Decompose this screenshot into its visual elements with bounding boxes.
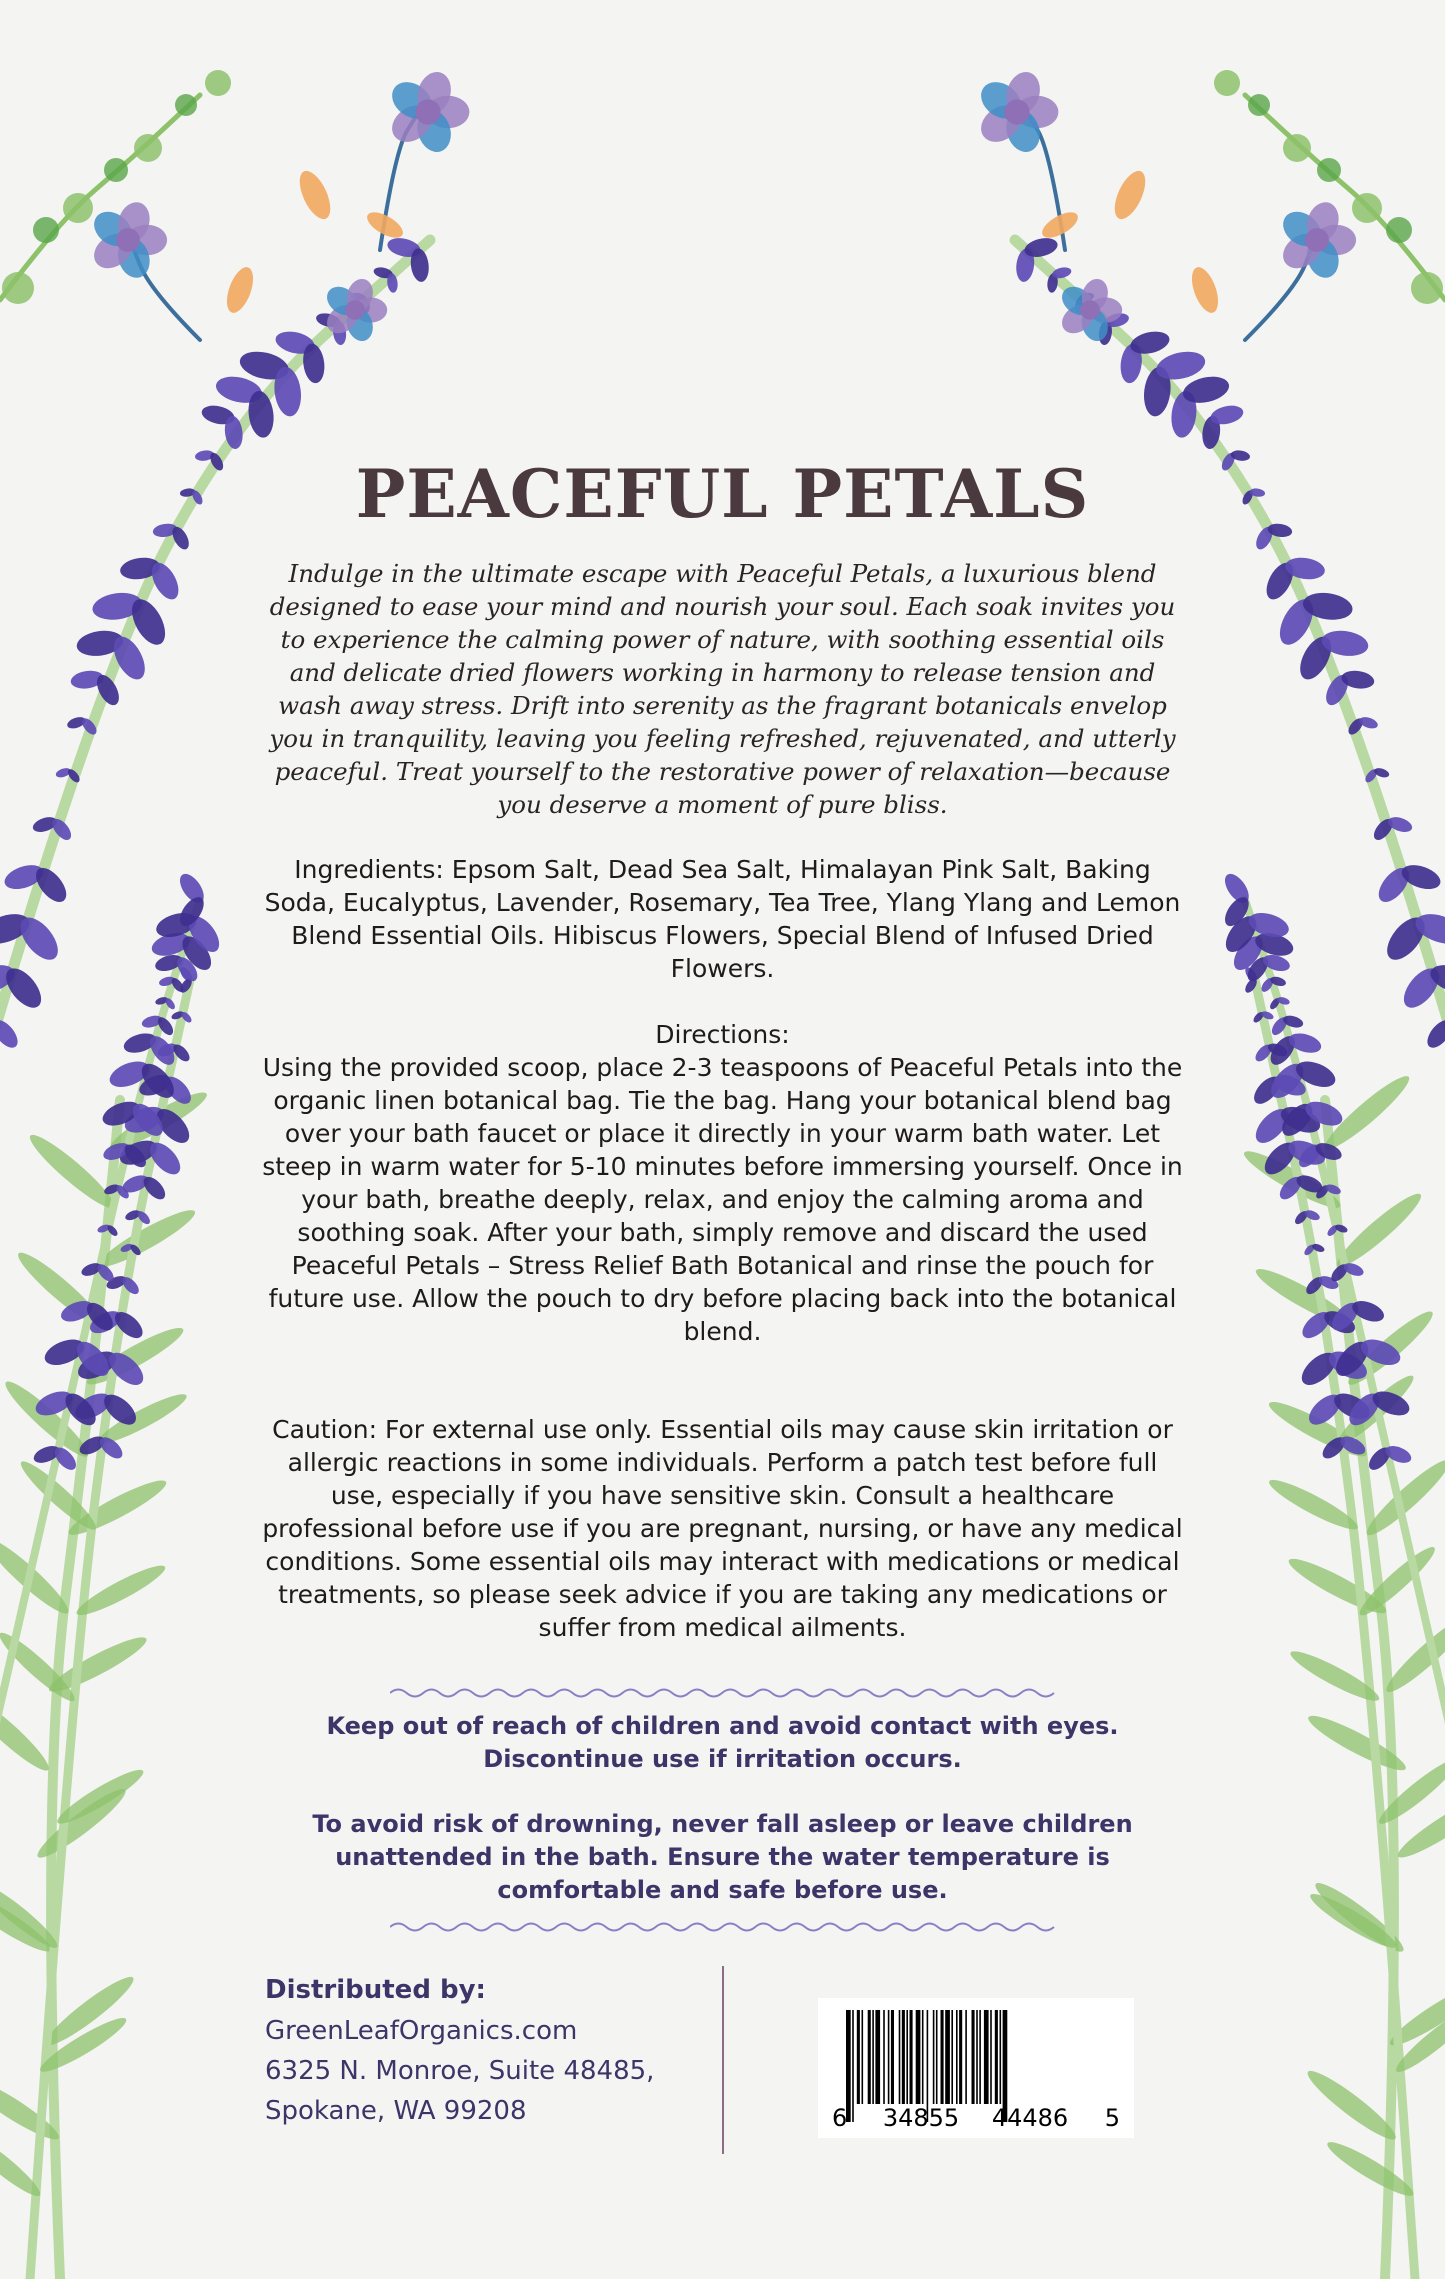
barcode-bar (933, 2010, 935, 2104)
barcode-bar (922, 2010, 924, 2104)
barcode-bar (951, 2010, 953, 2104)
distributor-address-line1: 6325 N. Monroe, Suite 48485, (265, 2056, 655, 2086)
barcode-bar (941, 2010, 944, 2104)
barcode-bar (979, 2010, 981, 2104)
barcode-bar (956, 2010, 958, 2104)
barcode-bar (910, 2010, 913, 2104)
barcode-bar (965, 2010, 967, 2104)
barcode-bar (984, 2010, 989, 2104)
barcode-digit-lead: 6 (832, 2104, 848, 2132)
barcode-bar (936, 2010, 938, 2104)
product-description: Indulge in the ultimate escape with Peaceful Petals, a luxurious blend designed to ease your mind and nourish your soul. Each soak invites you to experience the calming power of nature, with soothing essential oils and delicate dried flowers working in harmony to release tension and wash away stress. Drift into serenity as the fragrant botanicals envelop you in tranquility, leaving you feeling refreshed, rejuvenated, and utterly peaceful. Treat yourself to the restorative power of relaxation—because you deserve a moment of pure bliss. (269, 559, 1176, 819)
barcode-bar (995, 2010, 998, 2104)
barcode-bar (883, 2010, 885, 2104)
barcode-bar (875, 2010, 880, 2104)
directions-heading: Directions: (655, 1020, 790, 1049)
barcode-bar (945, 2010, 950, 2104)
barcode-bar (857, 2010, 860, 2104)
barcode (818, 1998, 1134, 2138)
distributor-label: Distributed by: (265, 1975, 486, 2005)
barcode-bar (868, 2010, 871, 2104)
barcode-bar (899, 2010, 901, 2104)
barcode-digits-left: 34855 (882, 2104, 960, 2132)
vertical-divider (722, 1966, 724, 2154)
barcode-bar (990, 2010, 992, 2104)
warning-children-eyes: Keep out of reach of children and avoid contact with eyes. Discontinue use if irritation occurs. (326, 1712, 1119, 1773)
wavy-divider-top (390, 1686, 1055, 1700)
barcode-bar (976, 2010, 978, 2104)
warning-drowning: To avoid risk of drowning, never fall asleep or leave children unattended in the bath. Ensure the water temperature is comfortable and safe before use. (312, 1810, 1133, 1904)
distributor-website[interactable]: GreenLeafOrganics.com (265, 2016, 578, 2046)
barcode-bar (906, 2010, 908, 2104)
barcode-bar (1000, 2010, 1002, 2104)
barcode-bar (872, 2010, 874, 2104)
barcode-bar (888, 2010, 890, 2104)
barcode-bar (959, 2010, 962, 2104)
barcode-digit-check: 5 (1104, 2104, 1120, 2132)
caution-text: Caution: For external use only. Essential oils may cause skin irritation or allergic reactions in some individuals. Perform a patch test before full use, especially if you have sensitive skin. Consult a healthcare professional before use if you are pregnant, nursing, or have any medical conditions. Some essential oils may interact with medications or medical treatments, so please seek advice if you are taking any medications or suffer from medical ailments. (262, 1415, 1183, 1642)
wavy-divider-bottom (390, 1920, 1055, 1934)
directions-text: Using the provided scoop, place 2-3 teaspoons of Peaceful Petals into the organic linen botanical bag. Tie the bag. Hang your botanical blend bag over your bath faucet or place it directly in your warm bath water. Let steep in warm water for 5-10 minutes before immersing yourself. Once in your bath, breathe deeply, relax, and enjoy the calming aroma and soothing soak. After your bath, simply remove and discard the used Peaceful Petals – Stress Relief Bath Botanical and rinse the pouch for future use. Allow the pouch to dry before placing back into the botanical blend. (262, 1053, 1183, 1346)
barcode-bar (902, 2010, 905, 2104)
barcode-bar (891, 2010, 894, 2104)
barcode-digits-right: 44486 (991, 2104, 1069, 2132)
ingredients-text: Ingredients: Epsom Salt, Dead Sea Salt, Himalayan Pink Salt, Baking Soda, Eucalyptus, Lavender, Rosemary, Tea Tree, Ylang Ylang and Lemon Blend Essential Oils. Hibiscus Flowers, Special Blend of Infused Dried Flowers. (264, 855, 1181, 983)
barcode-bar (972, 2010, 975, 2104)
barcode-bar (852, 2010, 854, 2122)
distributor-address-line2: Spokane, WA 99208 (265, 2096, 527, 2126)
product-title: PEACEFUL PETALS (355, 455, 1090, 533)
barcode-bar (916, 2010, 921, 2104)
barcode-bar (862, 2010, 864, 2104)
